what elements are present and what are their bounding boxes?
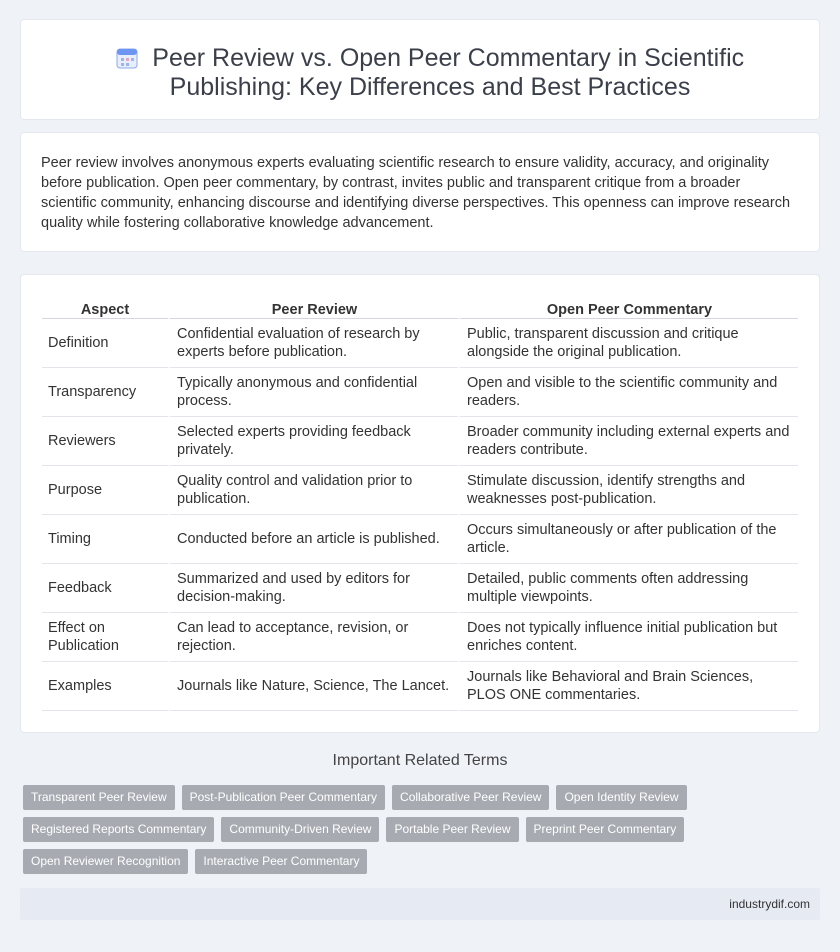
row-open-commentary: Broader community including external experts and readers contribute. xyxy=(458,417,798,466)
row-peer-review: Journals like Nature, Science, The Lancet. xyxy=(168,662,458,711)
header-aspect: Aspect xyxy=(42,295,168,319)
related-term-tag[interactable]: Collaborative Peer Review xyxy=(392,785,549,810)
table-row xyxy=(42,368,798,417)
title-wrap xyxy=(61,44,799,102)
row-peer-review: Summarized and used by editors for decision-making. xyxy=(168,564,458,613)
row-aspect: Definition xyxy=(42,319,168,368)
row-aspect: Timing xyxy=(42,515,168,564)
table-header-row xyxy=(42,295,798,319)
row-open-commentary: Journals like Behavioral and Brain Sciences, PLOS ONE commentaries. xyxy=(458,662,798,711)
header-peer-review: Peer Review xyxy=(168,295,458,319)
comparison-card xyxy=(20,274,820,733)
intro-card xyxy=(20,132,820,252)
row-peer-review: Can lead to acceptance, revision, or rejection. xyxy=(168,613,458,662)
related-terms-title: Important Related Terms xyxy=(332,752,508,769)
related-term-tag[interactable]: Community-Driven Review xyxy=(221,817,379,842)
header-open-peer-commentary: Open Peer Commentary xyxy=(458,295,798,319)
related-term-tag[interactable]: Open Identity Review xyxy=(556,785,686,810)
related-term-tag[interactable]: Post-Publication Peer Commentary xyxy=(182,785,385,810)
related-term-tag[interactable]: Portable Peer Review xyxy=(386,817,518,842)
intro-paragraph: Peer review involves anonymous experts evaluating scientific research to ensure validity, accuracy, and originality before publication. Open peer commentary, by contrast, invites public and transparent critique from a broader scientific community, enhancing discourse and identifying diverse perspectives. This openness can improve research quality while fostering collaborative knowledge advancement. xyxy=(41,155,791,231)
row-open-commentary: Does not typically influence initial publication but enriches content. xyxy=(458,613,798,662)
row-peer-review: Confidential evaluation of research by experts before publication. xyxy=(168,319,458,368)
comparison-table xyxy=(42,295,798,711)
table-row xyxy=(42,417,798,466)
footer-bar xyxy=(20,888,820,920)
related-term-tag[interactable]: Transparent Peer Review xyxy=(23,785,175,810)
row-aspect: Feedback xyxy=(42,564,168,613)
related-term-tag[interactable]: Preprint Peer Commentary xyxy=(526,817,685,842)
row-aspect: Transparency xyxy=(42,368,168,417)
table-row xyxy=(42,564,798,613)
row-open-commentary: Stimulate discussion, identify strengths and weaknesses post-publication. xyxy=(458,466,798,515)
row-aspect: Reviewers xyxy=(42,417,168,466)
table-row xyxy=(42,613,798,662)
row-aspect: Examples xyxy=(42,662,168,711)
row-open-commentary: Public, transparent discussion and critique alongside the original publication. xyxy=(458,319,798,368)
row-peer-review: Conducted before an article is published. xyxy=(168,515,458,564)
row-peer-review: Typically anonymous and confidential process. xyxy=(168,368,458,417)
related-terms-list xyxy=(23,785,703,874)
footer-site-link[interactable]: industrydif.com xyxy=(729,897,810,911)
related-term-tag[interactable]: Open Reviewer Recognition xyxy=(23,849,188,874)
row-aspect: Effect on Publication xyxy=(42,613,168,662)
related-term-tag[interactable]: Interactive Peer Commentary xyxy=(195,849,367,874)
related-term-tag[interactable]: Registered Reports Commentary xyxy=(23,817,214,842)
row-peer-review: Selected experts providing feedback privately. xyxy=(168,417,458,466)
row-open-commentary: Occurs simultaneously or after publication of the article. xyxy=(458,515,798,564)
header-card xyxy=(20,19,820,120)
calendar-icon xyxy=(116,47,138,69)
row-open-commentary: Open and visible to the scientific community and readers. xyxy=(458,368,798,417)
table-row xyxy=(42,466,798,515)
table-row xyxy=(42,662,798,711)
row-aspect: Purpose xyxy=(42,466,168,515)
row-open-commentary: Detailed, public comments often addressing multiple viewpoints. xyxy=(458,564,798,613)
table-row xyxy=(42,319,798,368)
page-title: Peer Review vs. Open Peer Commentary in Scientific Publishing: Key Differences and Best Practices xyxy=(152,44,745,101)
row-peer-review: Quality control and validation prior to publication. xyxy=(168,466,458,515)
table-row xyxy=(42,515,798,564)
